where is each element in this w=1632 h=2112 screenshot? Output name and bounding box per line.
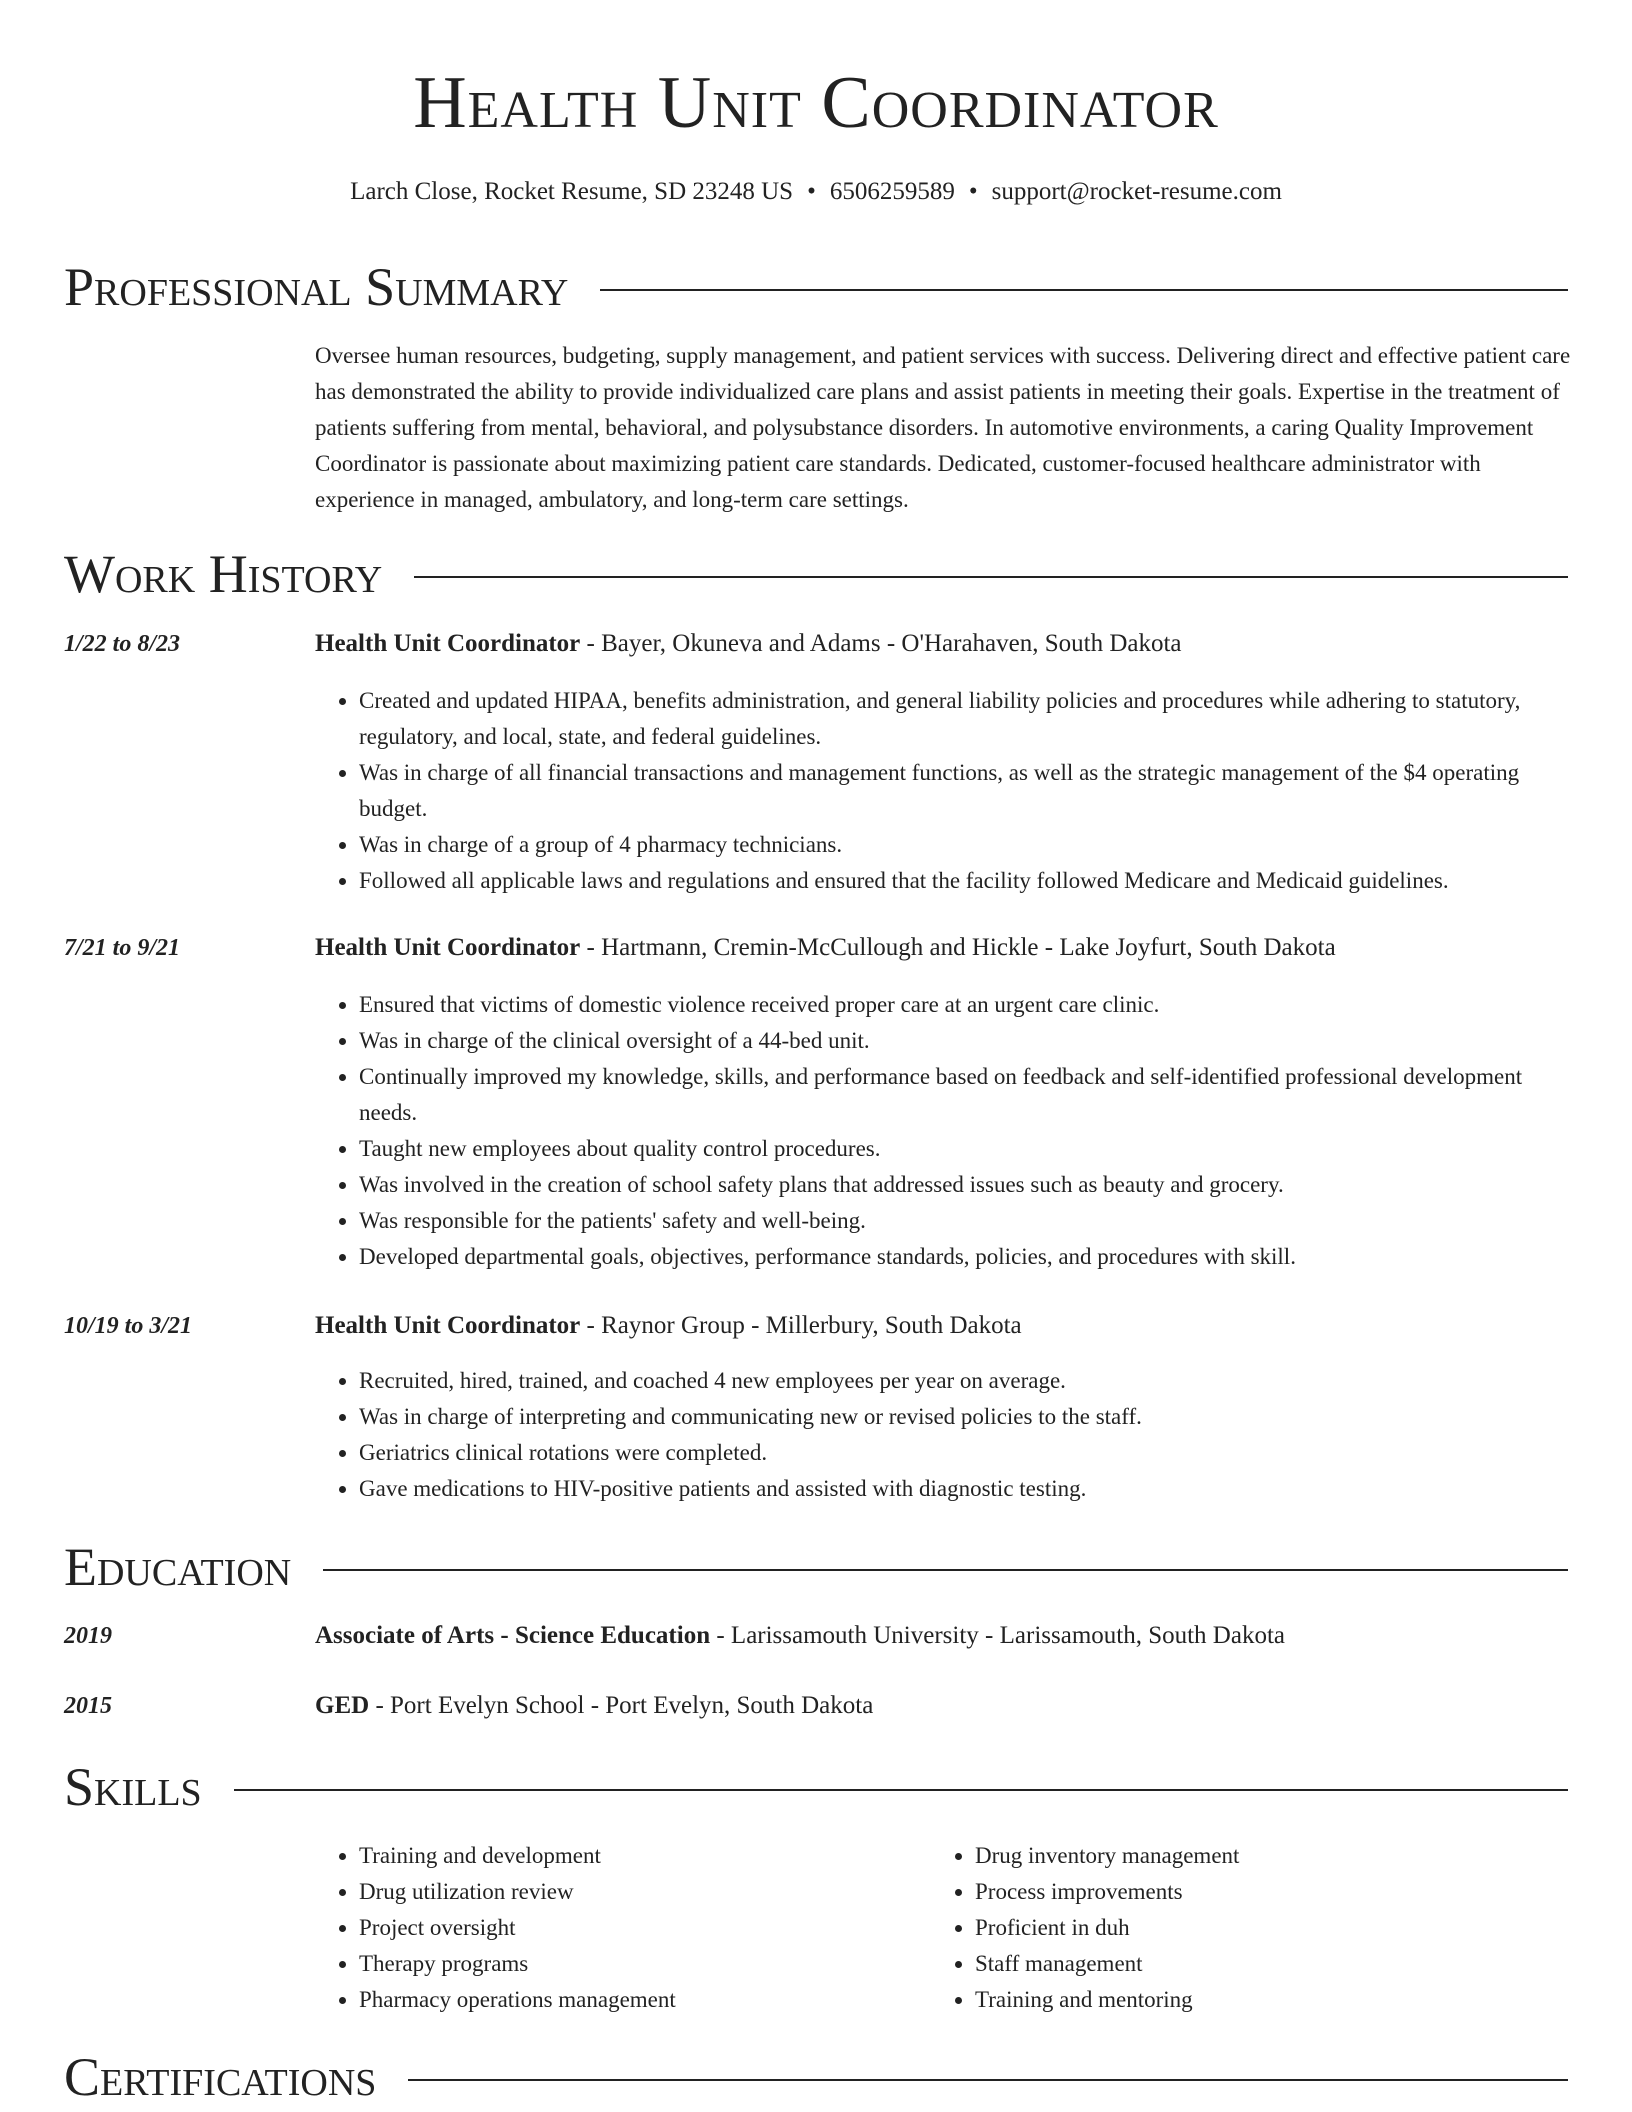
skill-item: • Proficient in duh: [975, 1910, 1571, 1946]
contact-line: [0, 176, 1632, 208]
skill-item: • Training and mentoring: [975, 1982, 1571, 2018]
job-details: - Raynor Group - Millerbury, South Dakota: [580, 1312, 1022, 1339]
section-divider: [600, 289, 1568, 291]
education-heading: [315, 1690, 1575, 1722]
list-item: • Was in charge of all financial transactions and management functions, as well as the strategic management of the $4 operating budget.: [359, 755, 1575, 827]
job-bullet-list: [315, 987, 1575, 1275]
skill-item: • Training and development: [359, 1838, 915, 1874]
section-divider: [234, 1789, 1568, 1791]
contact-email: support@rocket-resume.com: [991, 178, 1282, 205]
education-degree: GED: [315, 1692, 370, 1719]
section-title: Certifications: [64, 2047, 377, 2107]
skill-item: • Project oversight: [359, 1910, 915, 1946]
education-year: 2019: [64, 1623, 112, 1649]
education-details: - Port Evelyn School - Port Evelyn, South Dakota: [369, 1692, 874, 1719]
job-dates: 1/22 to 8/23: [64, 631, 181, 657]
list-item: • Recruited, hired, trained, and coached 4 new employees per year on average.: [359, 1363, 1575, 1399]
skill-item: • Drug utilization review: [359, 1874, 915, 1910]
skill-item: • Process improvements: [975, 1874, 1571, 1910]
job-heading: [315, 1310, 1575, 1342]
list-item: • Was involved in the creation of school safety plans that addressed issues such as beauty and grocery.: [359, 1167, 1575, 1203]
contact-separator: •: [968, 178, 978, 205]
skills-list-left: [315, 1838, 915, 2018]
section-title: Education: [64, 1537, 292, 1597]
list-item: • Continually improved my knowledge, skills, and performance based on feedback and self-identified professional development needs.: [359, 1059, 1575, 1131]
list-item: • Ensured that victims of domestic violence received proper care at an urgent care clinic.: [359, 987, 1575, 1023]
job-heading: [315, 932, 1575, 964]
list-item: • Was in charge of a group of 4 pharmacy technicians.: [359, 827, 1575, 863]
section-divider: [414, 576, 1568, 578]
section-title: Professional Summary: [64, 257, 569, 317]
job-dates: 10/19 to 3/21: [64, 1313, 193, 1339]
section-header-education: [64, 1536, 1568, 1598]
section-divider: [323, 1569, 1568, 1571]
list-item: • Created and updated HIPAA, benefits administration, and general liability policies and procedures while adhering to statutory, regulatory, and local, state, and federal guidelines.: [359, 683, 1575, 755]
job-title: Health Unit Coordinator: [315, 1312, 581, 1339]
list-item: • Geriatrics clinical rotations were completed.: [359, 1435, 1575, 1471]
contact-address: Larch Close, Rocket Resume, SD 23248 US: [350, 178, 794, 205]
summary-text: Oversee human resources, budgeting, supply management, and patient services with success. Delivering direct and effective patient care has demonstrated the ability to provide individualized care plans and assist patients in meeting their goals. Expertise in the treatment of patients suffering from mental, behavioral, and polysubstance disorders. In automotive environments, a caring Quality Improvement Coordinator is passionate about maximizing patient care standards. Dedicated, customer-focused healthcare administrator with experience in managed, ambulatory, and long-term care settings.: [315, 343, 1571, 512]
education-heading: [315, 1620, 1575, 1652]
section-header-work-history: [64, 543, 1568, 605]
job-dates: 7/21 to 9/21: [64, 935, 181, 961]
resume-name: Health Unit Coordinator: [413, 62, 1219, 144]
skill-item: • Drug inventory management: [975, 1838, 1571, 1874]
skills-list-right: [931, 1838, 1571, 2018]
job-bullet-list: [315, 1363, 1575, 1507]
section-title: Skills: [64, 1757, 202, 1817]
section-title: Work History: [64, 544, 383, 604]
job-heading: [315, 628, 1575, 660]
job-details: - Bayer, Okuneva and Adams - O'Harahaven, South Dakota: [580, 630, 1182, 657]
job-details: - Hartmann, Cremin-McCullough and Hickle - Lake Joyfurt, South Dakota: [580, 934, 1336, 961]
list-item: • Was responsible for the patients' safety and well-being.: [359, 1203, 1575, 1239]
education-year: 2015: [64, 1693, 112, 1719]
job-bullet-list: [315, 683, 1575, 899]
job-title: Health Unit Coordinator: [315, 630, 581, 657]
contact-phone: 6506259589: [829, 178, 955, 205]
section-header-summary: [64, 256, 1568, 318]
skill-item: • Staff management: [975, 1946, 1571, 1982]
list-item: • Followed all applicable laws and regulations and ensured that the facility followed Medicare and Medicaid guidelines.: [359, 863, 1575, 899]
section-divider: [408, 2079, 1568, 2081]
job-title: Health Unit Coordinator: [315, 934, 581, 961]
education-details: - Larissamouth University - Larissamouth, South Dakota: [710, 1622, 1285, 1649]
list-item: • Was in charge of the clinical oversight of a 44-bed unit.: [359, 1023, 1575, 1059]
section-header-skills: [64, 1756, 1568, 1818]
list-item: • Developed departmental goals, objectives, performance standards, policies, and procedures with skill.: [359, 1239, 1575, 1275]
skill-item: • Therapy programs: [359, 1946, 915, 1982]
list-item: • Taught new employees about quality control procedures.: [359, 1131, 1575, 1167]
skill-item: • Pharmacy operations management: [359, 1982, 915, 2018]
list-item: • Was in charge of interpreting and communicating new or revised policies to the staff.: [359, 1399, 1575, 1435]
section-header-certifications: [64, 2046, 1568, 2108]
list-item: • Gave medications to HIV-positive patients and assisted with diagnostic testing.: [359, 1471, 1575, 1507]
contact-separator: •: [807, 178, 816, 205]
education-degree: Associate of Arts - Science Education: [315, 1622, 711, 1649]
